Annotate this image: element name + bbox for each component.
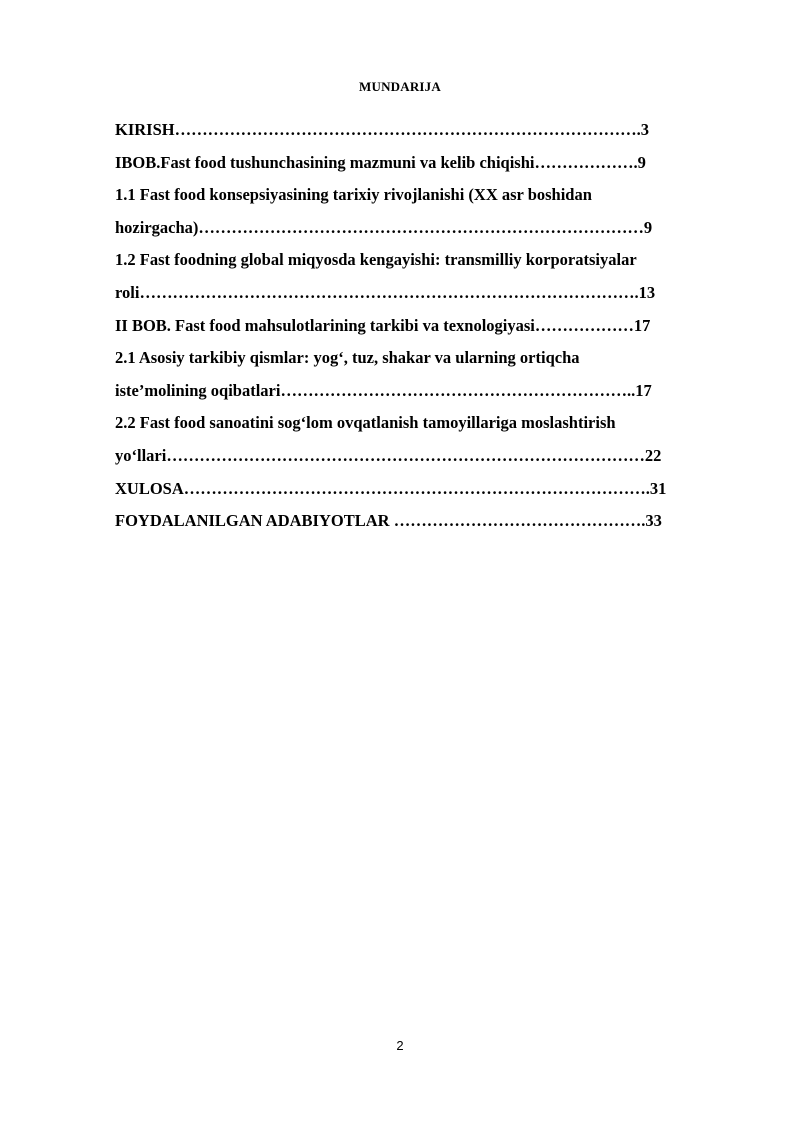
toc-entry-chapter-2: II BOB. Fast food mahsulotlarining tarkibi va texnologiyasi………………17 (115, 315, 651, 335)
toc-entry-section-1-1-cont: hozirgacha)………………………………………………………………………9 (115, 217, 653, 237)
toc-entry-adabiyotlar: FOYDALANILGAN ADABIYOTLAR ……………………………………….33 (115, 511, 662, 531)
toc-entry-chapter-1: IBOB.Fast food tushunchasining mazmuni va kelib chiqishi……………….9 (115, 152, 646, 172)
table-of-contents (115, 114, 745, 538)
toc-entry-section-1-2: 1.2 Fast foodning global miqyosda kengayishi: transmilliy korporatsiyalar (115, 250, 637, 270)
toc-title: MUNDARIJA (359, 79, 441, 94)
toc-entry-section-2-1: 2.1 Asosiy tarkibiy qismlar: yog‘, tuz, shakar va ularning ortiqcha (115, 348, 580, 368)
toc-entry-section-2-2-cont: yo‘llari……………………………………………………………………………22 (115, 445, 662, 465)
toc-entry-section-2-2: 2.2 Fast food sanoatini sog‘lom ovqatlanish tamoyillariga moslashtirish (115, 413, 616, 433)
toc-entry-section-1-1: 1.1 Fast food konsepsiyasining tarixiy rivojlanishi (XX asr boshidan (115, 185, 592, 205)
toc-entry-xulosa: XULOSA………………………………………………………………………….31 (115, 478, 667, 498)
page-number: 2 (396, 1038, 404, 1053)
toc-entry-section-2-1-cont: iste’molining oqibatlari………………………………………………………..17 (115, 380, 652, 400)
toc-entry-section-1-2-cont: roli……………………………………………………………………………….13 (115, 282, 656, 302)
toc-entry-kirish: KIRISH………………………………………………………………………….3 (115, 120, 649, 139)
